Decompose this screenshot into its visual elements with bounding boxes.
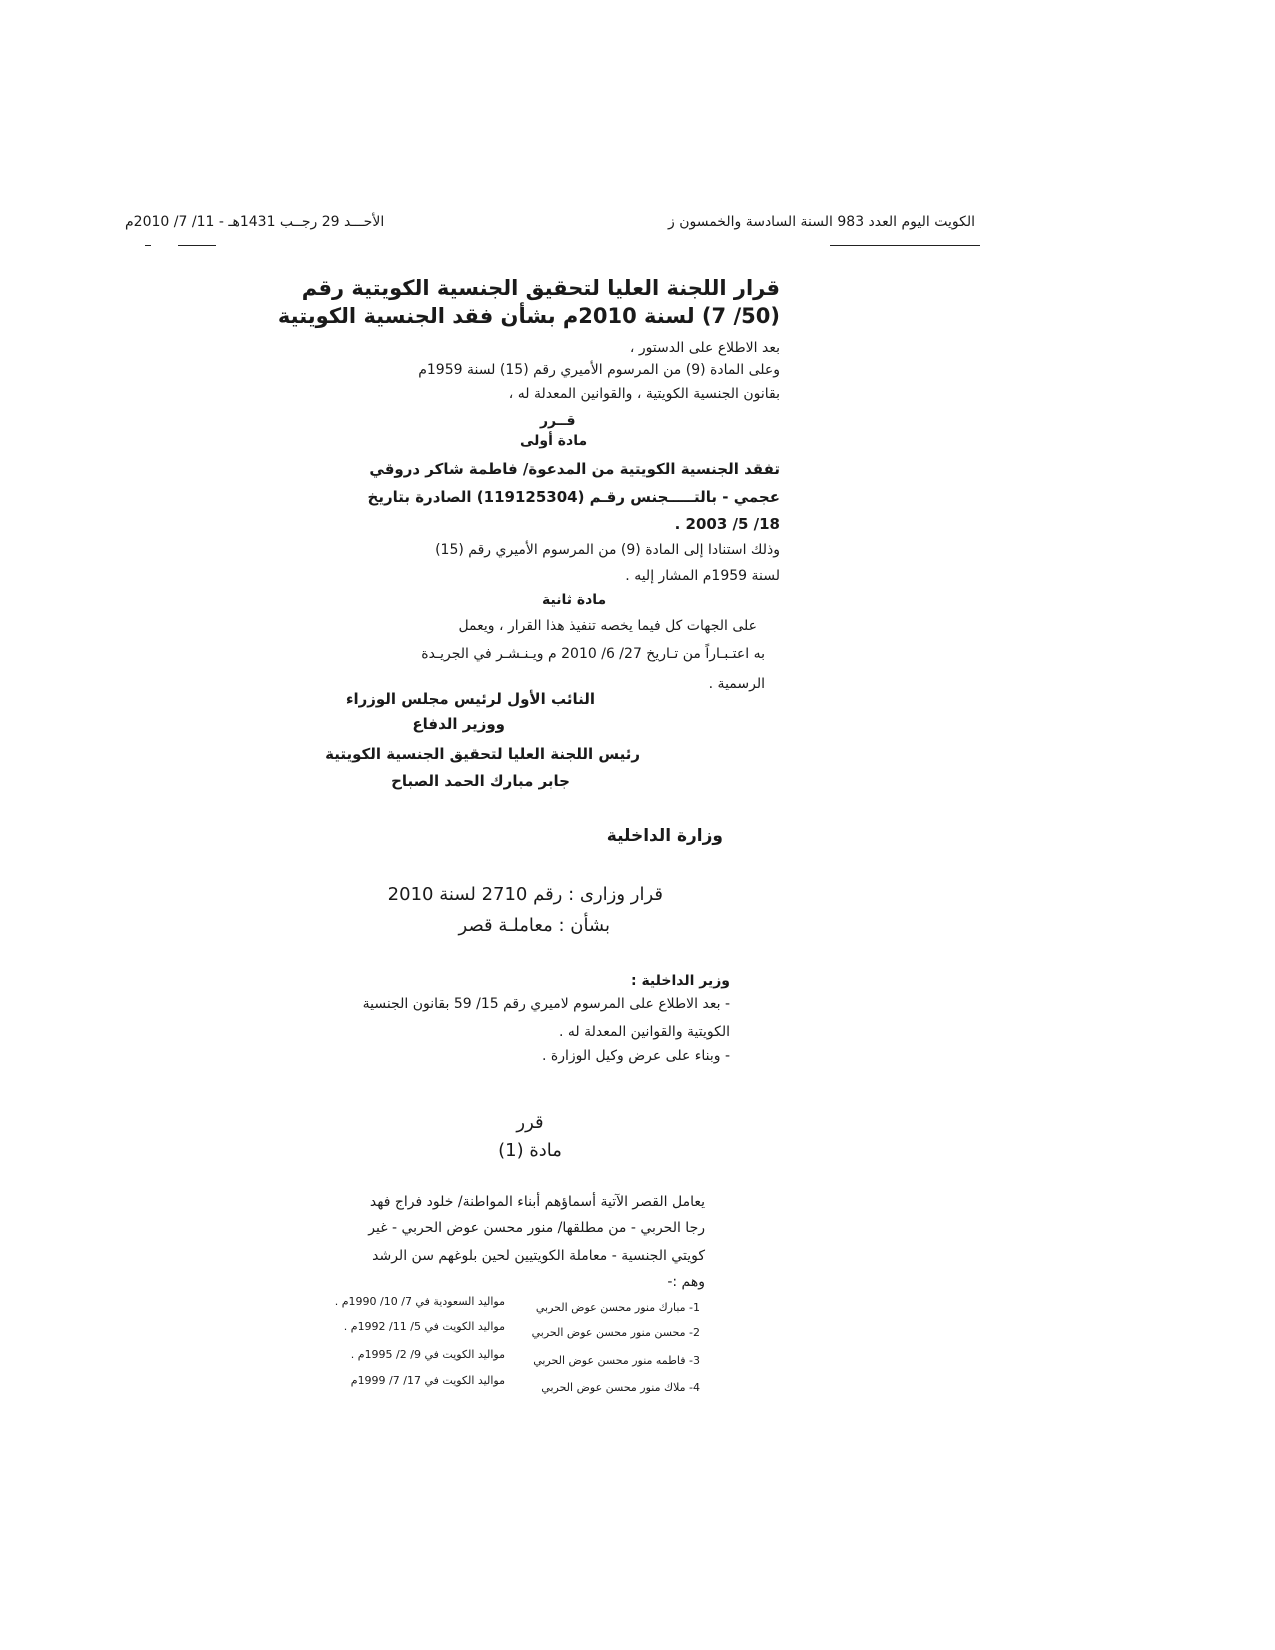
minor-name-4: 4- ملاك منور محسن عوض الحربي (541, 1381, 700, 1394)
decision1-article1-line2: عجمي - بالتـــــجنس رقـم (119125304) الصادرة بتاريخ (367, 488, 780, 506)
ministry-article-line2: رجا الحربي - من مطلقها/ منور محسن عوض الحربي - غير (368, 1220, 705, 1236)
ministry-name: وزارة الداخلية (606, 826, 723, 846)
ministry-article-line3: كويتي الجنسية - معاملة الكويتيين لحين بلوغهم سن الرشد (372, 1248, 705, 1264)
header-rule-left-dot (145, 245, 151, 246)
minor-birth-4: مواليد الكويت في 17/ 7/ 1999م (350, 1374, 505, 1387)
ministry-decided: قرر (516, 1112, 544, 1133)
decision1-article1-line3: 18/ 5/ 2003 . (674, 515, 780, 533)
decision1-preamble-3: بقانون الجنسية الكويتية ، والقوانين المعدلة له ، (508, 386, 780, 402)
ministry-article-heading: مادة (1) (498, 1140, 562, 1161)
decision1-article2-line2: به اعتـبـاراً من تـاريخ 27/ 6/ 2010 م ويـنـشـر في الجريـدة (421, 646, 765, 662)
decision1-article2-heading: مادة ثانية (542, 592, 607, 608)
ministry-decision-line2: بشأن : معاملـة قصر (458, 915, 610, 936)
ministry-preamble-2: الكويتية والقوانين المعدلة له . (558, 1024, 730, 1040)
decision1-decided: قــرر (540, 413, 576, 429)
ministry-preamble-1: - بعد الاطلاع على المرسوم لاميري رقم 15/ 59 بقانون الجنسية (362, 996, 730, 1012)
header-rule-right (830, 245, 980, 246)
header-rule-left (178, 245, 216, 246)
minor-name-3: 3- فاطمه منور محسن عوض الحربي (533, 1354, 700, 1367)
ministry-decision-line1: قرار وزارى : رقم 2710 لسنة 2010 (387, 884, 663, 905)
ministry-article-line4: وهم :- (667, 1274, 705, 1290)
decision1-preamble-2: وعلى المادة (9) من المرسوم الأميري رقم (15) لسنة 1959م (418, 362, 780, 378)
minor-birth-2: مواليد الكويت في 5/ 11/ 1992م . (343, 1320, 505, 1333)
decision1-article1-heading: مادة أولى (520, 433, 588, 449)
decision1-article1-line1: تفقد الجنسية الكويتية من المدعوة/ فاطمة شاكر دروقي (369, 460, 780, 478)
signature-title-2: ووزير الدفاع (412, 715, 505, 733)
header-date: الأحـــد 29 رجــب 1431هـ - 11/ 7/ 2010م (125, 214, 385, 230)
ministry-preamble-3: - وبناء على عرض وكيل الوزارة . (542, 1048, 730, 1064)
decision1-title-line1: قرار اللجنة العليا لتحقيق الجنسية الكويتية رقم (301, 276, 780, 300)
minor-birth-1: مواليد السعودية في 7/ 10/ 1990م . (334, 1295, 505, 1308)
signature-title-1: النائب الأول لرئيس مجلس الوزراء (345, 690, 595, 708)
signature-name: جابر مبارك الحمد الصباح (391, 772, 570, 790)
ministry-article-line1: يعامل القصر الآتية أسماؤهم أبناء المواطنة/ خلود فراج فهد (369, 1194, 705, 1210)
decision1-title-line2: (50/ 7) لسنة 2010م بشأن فقد الجنسية الكويتية (277, 304, 780, 328)
header-issue-info: الكويت اليوم العدد 983 السنة السادسة والخمسون ز (668, 214, 975, 230)
decision1-article1-basis-2: لسنة 1959م المشار إليه . (625, 568, 780, 584)
minor-name-1: 1- مبارك منور محسن عوض الحربي (535, 1301, 700, 1314)
minor-birth-3: مواليد الكويت في 9/ 2/ 1995م . (350, 1348, 505, 1361)
decision1-article1-basis-1: وذلك استنادا إلى المادة (9) من المرسوم الأميري رقم (15) (435, 542, 780, 558)
minister-label: وزير الداخلية : (630, 973, 730, 989)
decision1-article2-line1: على الجهات كل فيما يخصه تنفيذ هذا القرار ، ويعمل (458, 618, 757, 634)
decision1-preamble-1: بعد الاطلاع على الدستور ، (629, 340, 780, 356)
minor-name-2: 2- محسن منور محسن عوض الحربي (531, 1326, 700, 1339)
signature-title-3: رئيس اللجنة العليا لتحقيق الجنسية الكويتية (325, 745, 640, 763)
decision1-article2-line3: الرسمية . (708, 676, 765, 692)
